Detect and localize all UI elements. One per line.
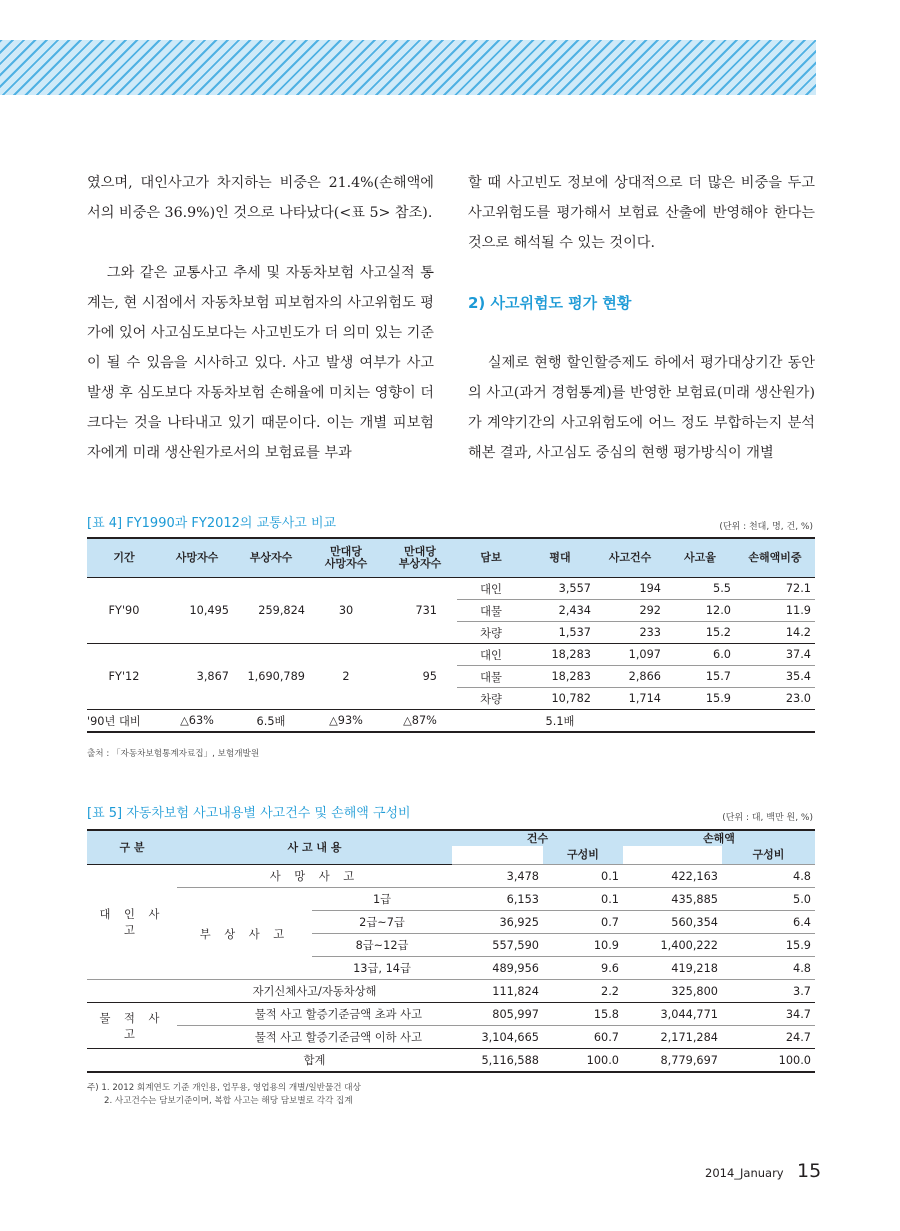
accidents-cell: 292: [639, 604, 661, 617]
count-cell: 6,153: [506, 892, 539, 906]
row-label: 합계: [303, 1054, 326, 1067]
cars-cell: 1,537: [558, 626, 591, 639]
col-header-coverage: 담보: [457, 538, 525, 578]
loss-cell: 3,044,771: [660, 1007, 718, 1021]
count-ratio-cell: 100.0: [586, 1053, 619, 1067]
accident-rate-cell: 15.7: [705, 670, 731, 683]
injuries-value: 259,824: [258, 604, 305, 617]
compare-label: '90년 대비: [87, 714, 141, 728]
count-cell: 5,116,588: [481, 1053, 539, 1067]
accident-rate-cell: 6.0: [713, 648, 731, 661]
col-header-loss: 손해액: [623, 830, 815, 846]
count-ratio-cell: 60.7: [593, 1030, 619, 1044]
injuries-value: 1,690,789: [247, 670, 305, 683]
loss-cell: 419,218: [671, 961, 718, 975]
table5-note-2: 2. 사고건수는 담보기준이며, 복합 사고는 해당 담보별로 각각 집계: [104, 1096, 353, 1106]
compare-injuries: 6.5배: [256, 714, 286, 728]
cars-cell: 18,283: [551, 670, 591, 683]
paragraph: 그와 같은 교통사고 추세 및 자동차보험 사고실적 통계는, 현 시점에서 자동차보험 피보험자의 사고위험도 평가에 있어 사고심도보다는 사고빈도가 더 의미 있는 기준이 될 수 있음을 시사하고 있다. 사고 발생 여부가 사고 발생 후 심도보다 자동차보험 손해율에 미치는 영향이 더 크다는 것을 나타내고 있기 때문이다. 이는 개별 피보험자에게 미래 생산원가로서의 보험료를 부과: [87, 265, 434, 461]
loss-ratio-cell: 3.7: [793, 984, 811, 998]
col-header-cars: 평대: [525, 538, 595, 578]
period-label: FY'12: [108, 670, 140, 683]
compare-cars: 5.1배: [545, 714, 575, 728]
loss-ratio-cell: 5.0: [793, 892, 811, 906]
loss-ratio-cell: 4.8: [793, 961, 811, 975]
loss-cell: 1,400,222: [660, 938, 718, 952]
loss-share-cell: 11.9: [785, 604, 811, 617]
coverage-cell: 대물: [480, 604, 502, 618]
count-ratio-cell: 2.2: [601, 984, 619, 998]
header-stripe-banner: [0, 40, 816, 95]
row-label: 8급~12급: [355, 939, 409, 952]
table-row: [87, 644, 815, 666]
row-label: 13급, 14급: [353, 962, 411, 975]
count-cell: 36,925: [499, 915, 539, 929]
table-row-total: [87, 1049, 815, 1073]
col-header-injuries: 부상자수: [233, 538, 309, 578]
count-ratio-cell: 0.7: [601, 915, 619, 929]
group-property: 물 적 사 고: [99, 1011, 165, 1041]
col-header-accidents: 사고건수: [595, 538, 665, 578]
row-label: 자기신체사고/자동차상해: [252, 985, 377, 998]
loss-share-cell: 37.4: [785, 648, 811, 661]
group-personal: 대 인 사 고: [99, 908, 165, 937]
accident-rate-cell: 15.2: [705, 626, 731, 639]
count-ratio-cell: 9.6: [601, 961, 619, 975]
loss-ratio-cell: 34.7: [785, 1007, 811, 1021]
table-row: [87, 1026, 815, 1049]
loss-share-cell: 35.4: [785, 670, 811, 683]
cars-cell: 3,557: [558, 582, 591, 595]
loss-share-cell: 23.0: [785, 692, 811, 705]
count-cell: 805,997: [492, 1007, 539, 1021]
table-row: [87, 980, 815, 1003]
accidents-cell: 233: [639, 626, 661, 639]
deaths-value: 10,495: [189, 604, 229, 617]
col-header-division: 구 분: [87, 830, 177, 865]
death-rate-value: 2: [342, 670, 350, 683]
paragraph: 할 때 사고빈도 정보에 상대적으로 더 많은 비중을 두고 사고위험도를 평가해서 보험료 산출에 반영해야 한다는 것으로 해석될 수 있는 것이다.: [468, 175, 815, 251]
accidents-cell: 2,866: [628, 670, 661, 683]
row-label: 물적 사고 할증기준금액 이하 사고: [254, 1031, 422, 1044]
section-heading: 2) 사고위험도 평가 현황: [468, 294, 632, 312]
loss-ratio-cell: 100.0: [778, 1053, 811, 1067]
col-header-loss-share: 손해액비중: [735, 538, 815, 578]
count-ratio-cell: 0.1: [601, 892, 619, 906]
table5-title: [표 5] 자동차보험 사고내용별 사고건수 및 손해액 구성비: [87, 806, 411, 821]
col-header-injury-rate: 만대당 부상자수: [383, 538, 457, 578]
table4-unit: (단위 : 천대, 명, 건, %): [719, 522, 813, 532]
col-header-loss-ratio: 구성비: [722, 846, 815, 865]
coverage-cell: 대물: [480, 670, 502, 684]
count-cell: 3,478: [506, 869, 539, 883]
loss-cell: 435,885: [671, 892, 718, 906]
table-row: [87, 865, 815, 888]
period-label: FY'90: [108, 604, 140, 617]
table-row: [87, 578, 815, 600]
injury-rate-value: 731: [415, 604, 437, 617]
count-cell: 557,590: [492, 938, 539, 952]
count-ratio-cell: 0.1: [601, 869, 619, 883]
table5-note-1: 주) 1. 2012 회계연도 기준 개인용, 업무용, 영업용의 개별/일반물건 대상: [87, 1083, 361, 1093]
loss-ratio-cell: 15.9: [785, 938, 811, 952]
table4-source: 출처 : 「자동차보험통계자료집」, 보험개발원: [87, 749, 260, 759]
accident-rate-cell: 12.0: [705, 604, 731, 617]
table4: [87, 537, 815, 733]
accidents-cell: 194: [639, 582, 661, 595]
issue-label: 2014_January: [705, 1166, 784, 1180]
row-label: 1급: [372, 893, 392, 906]
row-label: 사 망 사 고: [269, 870, 360, 883]
table-row: [87, 1003, 815, 1026]
table-row: [87, 888, 815, 911]
deaths-value: 3,867: [196, 670, 229, 683]
group-injury: 부 상 사 고: [199, 927, 290, 941]
accident-rate-cell: 5.5: [713, 582, 731, 595]
death-rate-value: 30: [338, 604, 354, 617]
accident-rate-cell: 15.9: [705, 692, 731, 705]
col-header-count-ratio: 구성비: [543, 846, 623, 865]
coverage-cell: 차량: [480, 626, 502, 640]
paragraph: 실제로 현행 할인할증제도 하에서 평가대상기간 동안의 사고(과거 경험통계)를 반영한 보험료(미래 생산원가)가 계약기간의 사고위험도에 어느 정도 부합하는지 분석해본 결과, 사고심도 중심의 현행 평가방식이 개별: [468, 355, 815, 461]
compare-death-rate: △93%: [329, 714, 363, 727]
loss-cell: 422,163: [671, 869, 718, 883]
injury-rate-value: 95: [422, 670, 437, 683]
col-header-deaths: 사망자수: [161, 538, 233, 578]
table-row-compare: [87, 710, 815, 733]
count-ratio-cell: 15.8: [593, 1007, 619, 1021]
count-cell: 489,956: [492, 961, 539, 975]
table5: [87, 829, 815, 1073]
col-header-count: 건수: [452, 830, 623, 846]
table5-unit: (단위 : 대, 백만 원, %): [722, 813, 813, 823]
loss-ratio-cell: 6.4: [793, 915, 811, 929]
body-column-left: [87, 168, 434, 468]
page-number: 15: [797, 1160, 822, 1182]
compare-deaths: △63%: [180, 714, 214, 727]
row-label: 물적 사고 할증기준금액 초과 사고: [254, 1008, 422, 1021]
loss-cell: 325,800: [671, 984, 718, 998]
cars-cell: 18,283: [551, 648, 591, 661]
row-label: 2급~7급: [359, 916, 405, 929]
compare-injury-rate: △87%: [403, 714, 437, 727]
col-header-content: 사 고 내 용: [177, 830, 452, 865]
col-header-period: 기간: [87, 538, 161, 578]
accidents-cell: 1,714: [628, 692, 661, 705]
loss-cell: 8,779,697: [660, 1053, 718, 1067]
body-column-right: [468, 168, 815, 468]
col-header-accident-rate: 사고율: [665, 538, 735, 578]
coverage-cell: 차량: [480, 692, 502, 706]
col-header-death-rate: 만대당 사망자수: [309, 538, 383, 578]
accidents-cell: 1,097: [628, 648, 661, 661]
loss-share-cell: 72.1: [785, 582, 811, 595]
table4-title: [표 4] FY1990과 FY2012의 교통사고 비교: [87, 516, 337, 531]
count-ratio-cell: 10.9: [593, 938, 619, 952]
coverage-cell: 대인: [480, 582, 502, 596]
loss-share-cell: 14.2: [785, 626, 811, 639]
loss-ratio-cell: 4.8: [793, 869, 811, 883]
cars-cell: 10,782: [551, 692, 591, 705]
cars-cell: 2,434: [558, 604, 591, 617]
loss-ratio-cell: 24.7: [785, 1030, 811, 1044]
paragraph: 였으며, 대인사고가 차지하는 비중은 21.4%(손해액에서의 비중은 36.9%)인 것으로 나타났다(<표 5> 참조).: [87, 175, 434, 221]
coverage-cell: 대인: [480, 648, 502, 662]
count-cell: 3,104,665: [481, 1030, 539, 1044]
count-cell: 111,824: [492, 984, 539, 998]
loss-cell: 2,171,284: [660, 1030, 718, 1044]
loss-cell: 560,354: [671, 915, 718, 929]
